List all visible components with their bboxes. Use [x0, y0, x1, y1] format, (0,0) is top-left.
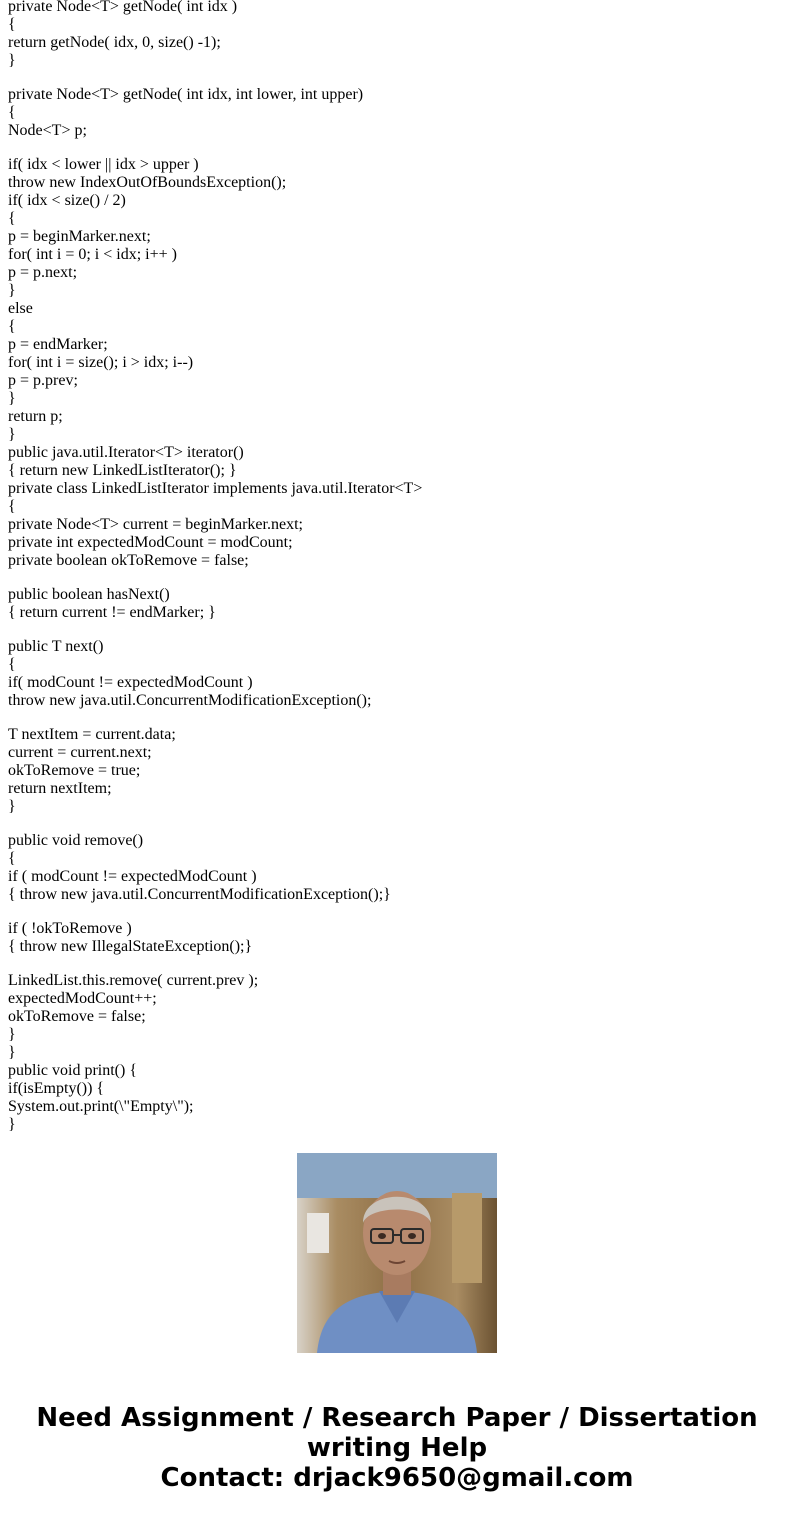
code-line: System.out.print(\"Empty\");	[8, 1098, 194, 1115]
code-line: return p;	[8, 408, 63, 425]
author-avatar	[297, 1153, 497, 1353]
code-line: public void remove()	[8, 832, 144, 849]
promo-banner	[0, 1403, 794, 1493]
code-line: if(isEmpty()) {	[8, 1080, 105, 1097]
code-line: }	[8, 1044, 16, 1061]
code-line: Node<T> p;	[8, 122, 87, 139]
code-line: p = p.next;	[8, 264, 78, 281]
code-blank-line	[8, 904, 788, 920]
code-line: public T next()	[8, 638, 104, 655]
code-blank-line	[8, 956, 788, 972]
code-line: for( int i = size(); i > idx; i--)	[8, 354, 194, 371]
code-line: {	[8, 656, 16, 673]
code-line: }	[8, 798, 16, 815]
code-line: { return new LinkedListIterator(); }	[8, 462, 237, 479]
promo-contact: Contact: drjack9650@gmail.com	[160, 1463, 634, 1493]
code-line: private Node<T> current = beginMarker.next;	[8, 516, 303, 533]
portrait-icon	[297, 1153, 497, 1353]
code-line: if( idx < lower || idx > upper )	[8, 156, 199, 173]
code-line: private Node<T> getNode( int idx )	[8, 0, 238, 15]
code-line: for( int i = 0; i < idx; i++ )	[8, 246, 177, 263]
code-line: expectedModCount++;	[8, 990, 157, 1007]
code-line: return getNode( idx, 0, size() -1);	[8, 34, 221, 51]
code-line: p = beginMarker.next;	[8, 228, 151, 245]
code-line: private class LinkedListIterator implements java.util.Iterator<T>	[8, 480, 423, 497]
code-line: }	[8, 52, 16, 69]
code-line: current = current.next;	[8, 744, 152, 761]
code-line: if( idx < size() / 2)	[8, 192, 126, 209]
code-blank-line	[8, 570, 788, 586]
code-line: {	[8, 498, 16, 515]
code-line: p = p.prev;	[8, 372, 78, 389]
code-line: throw new java.util.ConcurrentModificationException();	[8, 692, 372, 709]
code-line: {	[8, 850, 16, 867]
code-line: public boolean hasNext()	[8, 586, 170, 603]
code-line: okToRemove = true;	[8, 762, 141, 779]
code-line: { throw new java.util.ConcurrentModificationException();}	[8, 886, 391, 903]
code-blank-line	[8, 816, 788, 832]
promo-line-1: Need Assignment / Research Paper / Dissertation	[36, 1403, 758, 1433]
code-line: {	[8, 210, 16, 227]
code-line: {	[8, 104, 16, 121]
code-line: okToRemove = false;	[8, 1008, 146, 1025]
code-line: }	[8, 426, 16, 443]
code-line: private Node<T> getNode( int idx, int lower, int upper)	[8, 86, 364, 103]
code-line: private int expectedModCount = modCount;	[8, 534, 293, 551]
code-line: throw new IndexOutOfBoundsException();	[8, 174, 287, 191]
code-listing	[8, 0, 788, 1133]
code-line: { throw new IllegalStateException();}	[8, 938, 253, 955]
code-line: private boolean okToRemove = false;	[8, 552, 249, 569]
code-line: }	[8, 390, 16, 407]
code-line: return nextItem;	[8, 780, 112, 797]
code-line: else	[8, 300, 33, 317]
code-blank-line	[8, 70, 788, 86]
promo-line-2: writing Help	[306, 1433, 488, 1463]
code-line: LinkedList.this.remove( current.prev );	[8, 972, 259, 989]
code-line: T nextItem = current.data;	[8, 726, 176, 743]
code-line: }	[8, 1116, 16, 1133]
code-line: if ( modCount != expectedModCount )	[8, 868, 257, 885]
code-blank-line	[8, 140, 788, 156]
code-line: }	[8, 282, 16, 299]
code-line: p = endMarker;	[8, 336, 108, 353]
code-line: {	[8, 318, 16, 335]
code-line: public java.util.Iterator<T> iterator()	[8, 444, 244, 461]
code-line: if( modCount != expectedModCount )	[8, 674, 253, 691]
code-line: { return current != endMarker; }	[8, 604, 216, 621]
code-line: if ( !okToRemove )	[8, 920, 132, 937]
code-line: }	[8, 1026, 16, 1043]
code-blank-line	[8, 710, 788, 726]
code-line: public void print() {	[8, 1062, 137, 1079]
code-line: {	[8, 16, 16, 33]
code-blank-line	[8, 622, 788, 638]
